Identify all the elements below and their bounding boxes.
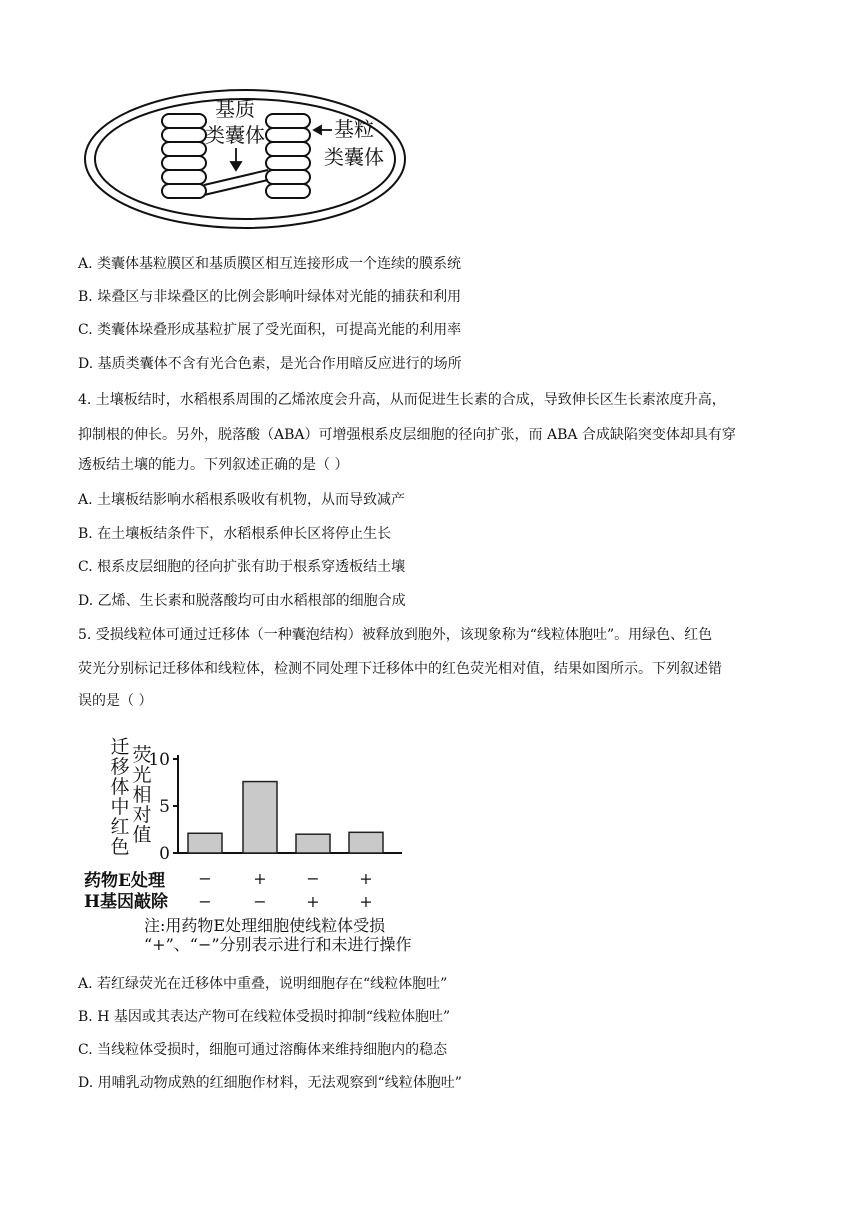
granum-left <box>162 114 206 198</box>
drug-e-sign: − <box>198 869 212 888</box>
bar-3 <box>296 834 330 853</box>
label-grana-1: 基粒 <box>334 117 374 141</box>
y-label-right-char: 光 <box>132 764 152 786</box>
treatment-rows <box>84 869 373 912</box>
y-label-left-char: 色 <box>110 836 130 858</box>
bar-2 <box>243 782 277 853</box>
y-tick-label: 0 <box>159 844 170 864</box>
q3-option-a: A. 类囊体基粒膜区和基质膜区相互连接形成一个连续的膜系统 <box>78 256 462 272</box>
y-axis-label-left <box>110 736 129 858</box>
h-knockout-sign: − <box>253 892 267 911</box>
q5-stem-line-3: 误的是（ ） <box>78 693 153 709</box>
q5-option-a: A. 若红绿荧光在迁移体中重叠，说明细胞存在“线粒体胞吐” <box>78 976 448 992</box>
y-label-right-char: 对 <box>132 804 152 826</box>
y-label-left-char: 红 <box>110 816 130 838</box>
bar-4 <box>349 832 383 853</box>
y-tick-label: 5 <box>159 797 170 817</box>
q4-option-c: C. 根系皮层细胞的径向扩张有助于根系穿透板结土壤 <box>78 559 406 575</box>
label-grana-2: 类囊体 <box>324 145 384 169</box>
fluorescence-bar-chart <box>80 735 450 955</box>
drug-e-sign: + <box>253 869 267 888</box>
q5-option-b: B. H 基因或其表达产物可在线粒体受损时抑制“线粒体胞吐” <box>78 1009 451 1025</box>
h-knockout-sign: − <box>198 892 212 911</box>
drug-e-sign: − <box>306 869 320 888</box>
q4-option-a: A. 土壤板结影响水稻根系吸收有机物，从而导致减产 <box>78 492 406 508</box>
row-label-drug-e: 药物E处理 <box>84 871 165 891</box>
h-knockout-sign: + <box>306 892 320 911</box>
q4-option-d: D. 乙烯、生长素和脱落酸均可由水稻根部的细胞合成 <box>78 593 406 609</box>
y-label-left-char: 迁 <box>110 736 130 758</box>
stroma-lamella <box>204 170 268 195</box>
q4-option-b: B. 在土壤板结条件下，水稻根系伸长区将停止生长 <box>78 526 392 542</box>
y-tick-label: 10 <box>148 750 170 770</box>
label-stroma-2: 类囊体 <box>205 123 265 147</box>
q4-stem-line-1: 4. 土壤板结时，水稻根系周围的乙烯浓度会升高，从而促进生长素的合成，导致伸长区生长素浓度升高， <box>78 392 726 408</box>
chloroplast-diagram <box>80 84 410 234</box>
bar-1 <box>188 833 222 853</box>
arrow-down-icon <box>231 148 241 170</box>
q3-option-b: B. 垛叠区与非垛叠区的比例会影响叶绿体对光能的捕获和利用 <box>78 289 462 305</box>
q3-option-d: D. 基质类囊体不含有光合色素，是光合作用暗反应进行的场所 <box>78 356 462 372</box>
granum-right <box>266 114 310 198</box>
y-label-left-char: 体 <box>110 776 130 798</box>
q3-option-c: C. 类囊体垛叠形成基粒扩展了受光面积，可提高光能的利用率 <box>78 322 462 338</box>
bars <box>188 782 383 853</box>
arrow-left-icon <box>314 126 332 134</box>
q5-stem-line-1: 5. 受损线粒体可通过迁移体（一种囊泡结构）被释放到胞外，该现象称为“线粒体胞吐”。用绿色、红色 <box>78 627 713 643</box>
y-label-right-char: 值 <box>132 824 152 846</box>
q5-stem-line-2: 荧光分别标记迁移体和线粒体，检测不同处理下迁移体中的红色荧光相对值，结果如图所示。下列叙述错 <box>78 661 722 677</box>
row-label-h-knockout: H基因敲除 <box>84 892 169 912</box>
y-label-right-char: 荧 <box>132 744 152 766</box>
q4-stem-line-3: 透板结土壤的能力。下列叙述正确的是（ ） <box>78 457 349 473</box>
y-label-left-char: 移 <box>110 756 130 778</box>
q4-stem-line-2: 抑制根的伸长。另外，脱落酸（ABA）可增强根系皮层细胞的径向扩张，而 ABA 合成缺陷突变体却具有穿 <box>78 427 736 443</box>
q5-option-c: C. 当线粒体受损时，细胞可通过溶酶体来维持细胞内的稳态 <box>78 1042 448 1058</box>
drug-e-sign: + <box>359 869 373 888</box>
y-label-right-char: 相 <box>132 784 152 806</box>
q5-option-d: D. 用哺乳动物成熟的红细胞作材料，无法观察到“线粒体胞吐” <box>78 1075 462 1091</box>
y-ticks <box>148 750 178 864</box>
chart-note-1: 注:用药物E处理细胞使线粒体受损 <box>144 916 386 935</box>
y-label-left-char: 中 <box>110 796 130 818</box>
chart-note-2: “+”、“−”分别表示进行和未进行操作 <box>144 935 412 954</box>
label-stroma-1: 基质 <box>215 97 255 121</box>
h-knockout-sign: + <box>359 892 373 911</box>
